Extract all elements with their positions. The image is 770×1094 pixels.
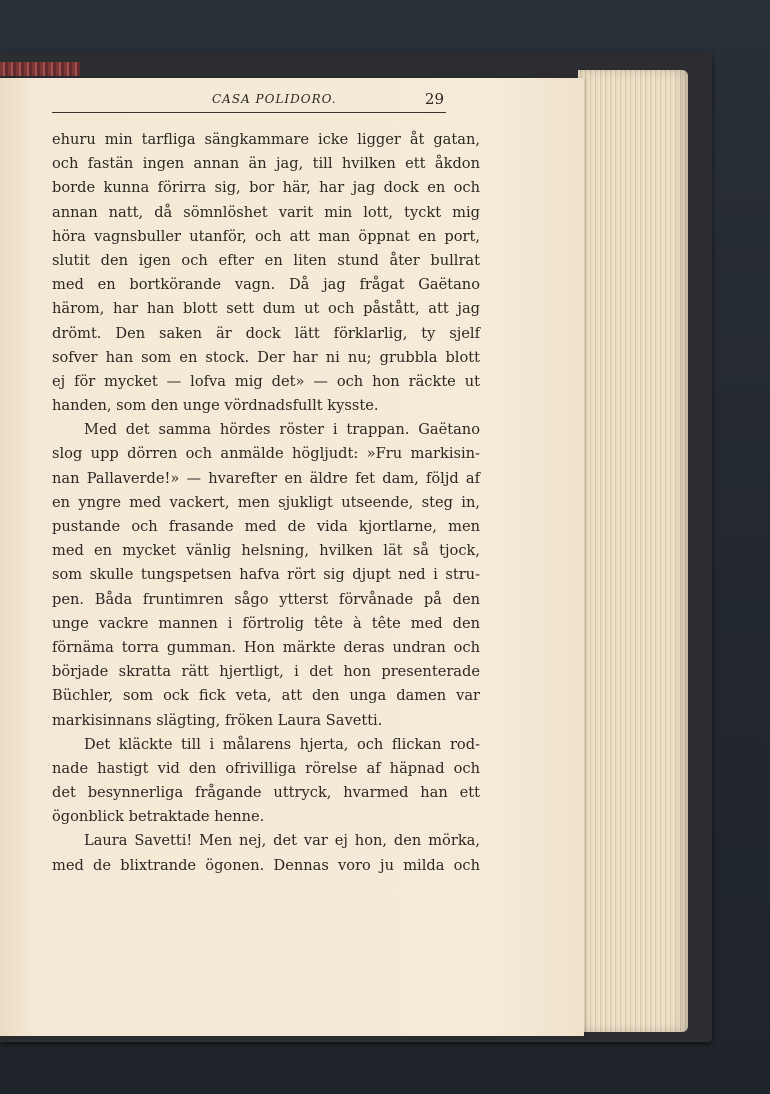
- text-line: borde kunna förirra sig, bor här, har jag dock en och: [52, 179, 480, 197]
- text-line: härom, har han blott sett dum ut och påstått, att jag: [52, 300, 480, 318]
- text-line: förnäma torra gumman. Hon märkte deras undran och: [52, 638, 480, 656]
- text-line: annan natt, då sömnlöshet varit min lott, tyckt mig: [52, 203, 480, 221]
- text-line: med en bortkörande vagn. Då jag frågat Gaëtano: [52, 276, 480, 294]
- text-line: ögonblick betraktade henne.: [52, 808, 265, 826]
- text-line: höra vagnsbuller utanför, och att man öppnat en port,: [52, 227, 480, 245]
- adjacent-book-spine: [0, 62, 80, 76]
- text-line: sofver han som en stock. Der har ni nu; grubbla blott: [52, 348, 480, 366]
- text-line: Büchler, som ock fick veta, att den unga damen var: [52, 687, 480, 705]
- page-header: [52, 92, 444, 114]
- text-line: började skratta rätt hjertligt, i det hon presenterade: [52, 663, 480, 681]
- text-line: ehuru min tarfliga sängkammare icke ligger åt gatan,: [52, 131, 480, 148]
- text-line: med de blixtrande ögonen. Dennas voro ju milda och: [52, 856, 480, 874]
- text-line: handen, som den unge vördnadsfullt kysste.: [52, 397, 379, 415]
- text-line: som skulle tungspetsen hafva rört sig djupt ned i stru-: [52, 566, 480, 584]
- text-line: slog upp dörren och anmälde högljudt: »Fru markisin-: [52, 445, 480, 463]
- text-line: pustande och frasande med de vida kjortlarne, men: [52, 518, 480, 535]
- header-rule: [52, 112, 446, 113]
- running-title: CASA POLIDORO.: [212, 92, 337, 106]
- page-number: 29: [424, 90, 444, 108]
- text-line: med en mycket vänlig helsning, hvilken lät så tjock,: [52, 542, 480, 560]
- text-line: nade hastigt vid den ofrivilliga rörelse af häpnad och: [52, 759, 480, 777]
- text-line: en yngre med vackert, men sjukligt utseende, steg in,: [52, 493, 480, 511]
- text-line: slutit den igen och efter en liten stund åter bullrat: [52, 251, 480, 269]
- page-edges: [578, 70, 688, 1032]
- text-line: markisinnans slägting, fröken Laura Savetti.: [52, 711, 383, 729]
- text-line: ej för mycket — lofva mig det» — och hon räckte ut: [52, 372, 480, 390]
- text-line: drömt. Den saken är dock lätt förklarlig, ty sjelf: [52, 324, 480, 342]
- text-line: Laura Savetti! Men nej, det var ej hon, den mörka,: [84, 832, 480, 850]
- text-line: Det kläckte till i målarens hjerta, och flickan rod-: [84, 735, 480, 753]
- text-line: pen. Båda fruntimren sågo ytterst förvånade på den: [52, 590, 480, 608]
- text-line: och fastän ingen annan än jag, till hvilken ett åkdon: [52, 155, 480, 173]
- text-line: det besynnerliga frågande uttryck, hvarmed han ett: [52, 784, 480, 802]
- text-line: nan Pallaverde!» — hvarefter en äldre fet dam, följd af: [52, 469, 480, 487]
- text-line: Med det samma hördes röster i trappan. Gaëtano: [84, 421, 480, 439]
- body-text: [52, 128, 480, 878]
- text-line: unge vackre mannen i förtrolig tête à tête med den: [52, 614, 480, 632]
